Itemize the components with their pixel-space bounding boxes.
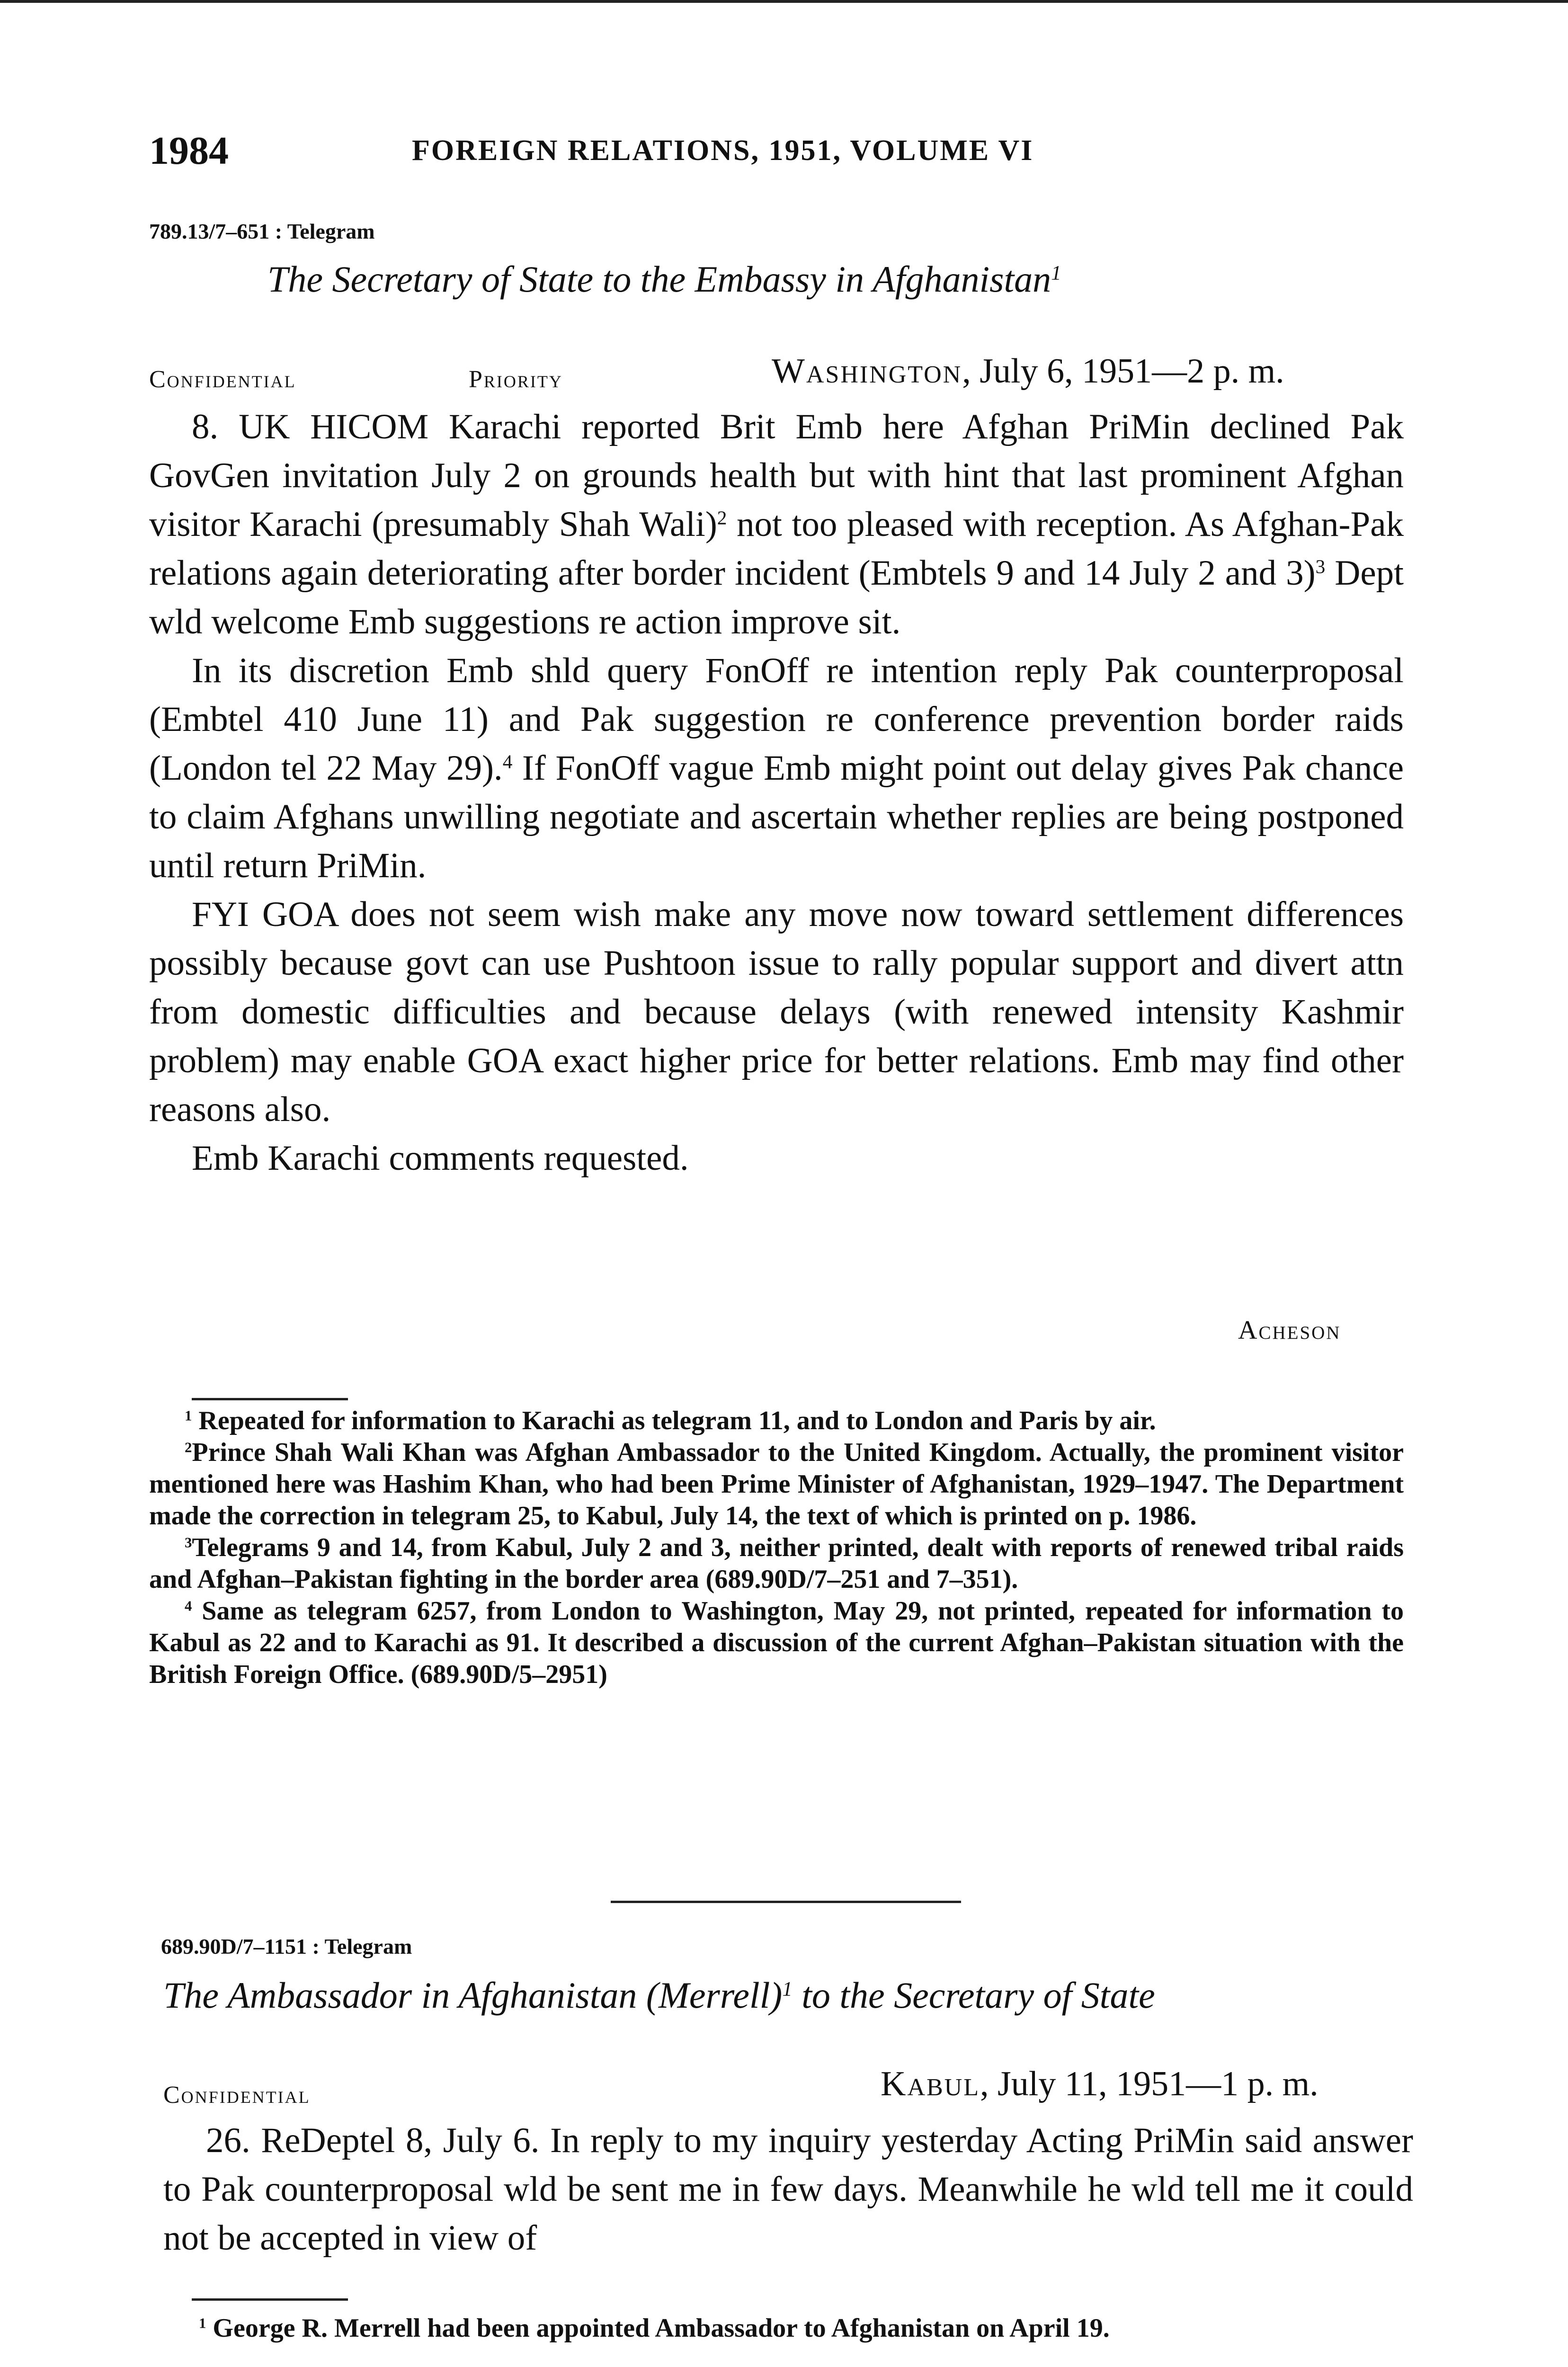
doc2-dateline-date: , July 11, 1951—1 p. m. — [980, 2064, 1319, 2103]
doc1-dateline-place: Washington — [772, 352, 962, 391]
doc1-title — [267, 258, 1061, 301]
doc2-title-footnote-ref: 1 — [782, 1978, 793, 2001]
doc1-paragraph-2: In its discretion Emb shld query FonOff re intention reply Pak counterproposal (Embtel 410 June 11) and Pak suggestion re conference prevention border raids (London tel 22 May 29).$^4$ If FonOff vague Emb might point out delay gives Pak chance to claim Afghans unwilling negotiate and ascertain whether replies are being postponed until return PriMin. — [149, 651, 1404, 885]
running-title: FOREIGN RELATIONS, 1951, VOLUME VI — [412, 134, 1034, 167]
doc2-paragraph-1: 26. ReDeptel 8, July 6. In reply to my inquiry yesterday Acting PriMin said answer to Pak counterproposal wld be sent me in few days. Meanwhile he wld tell me it could not be accepted in view of — [163, 2121, 1413, 2258]
page-number: 1984 — [149, 129, 229, 173]
doc2-dateline-place: Kabul — [881, 2064, 980, 2103]
page-top-border — [0, 0, 1568, 3]
doc1-paragraph-1: 8. UK HICOM Karachi reported Brit Emb here Afghan PriMin declined Pak GovGen invitation July 2 on grounds health but with hint that last prominent Afghan visitor Karachi (presumably Shah Wali)$^2$ not too pleased with reception. As Afghan-Pak relations again deteriorating after border incident (Embtels 9 and 14 July 2 and 3)$^3$ Dept wld welcome Emb suggestions re action improve sit. — [149, 407, 1404, 641]
footnote-ref: 3 — [1315, 555, 1326, 578]
doc1-title-footnote-ref: 1 — [1051, 262, 1061, 285]
footnote-ref: 4 — [502, 750, 513, 773]
doc1-dateline-date: , July 6, 1951—2 p. m. — [962, 352, 1284, 391]
doc1-body — [149, 402, 1404, 1183]
document-separator — [611, 1901, 961, 1903]
footnote-ref: 2 — [717, 507, 727, 529]
doc2-file-id: 689.90D/7–1151 : Telegram — [161, 1934, 412, 1958]
footnote-divider — [192, 2298, 348, 2301]
doc1-dateline — [772, 351, 1284, 392]
doc2-title-text: The Ambassador in Afghanistan (Merrell) — [163, 1975, 783, 2016]
doc2-body — [163, 2116, 1413, 2262]
doc2-title: The Ambassador in Afghanistan (Merrell)$^1$ to the Secretary of State — [163, 1975, 1155, 2016]
doc1-signature: Acheson — [1238, 1316, 1341, 1345]
footnote: $^3$Telegrams 9 and 14, from Kabul, July 2 and 3, neither printed, dealt with reports of renewed tribal raids and Afghan–Pakistan fighting in the border area (689.90D/7–251 and 7–351). — [149, 1533, 1404, 1594]
doc1-paragraph-3: FYI GOA does not seem wish make any move now toward settlement differences possibly because govt can use Pushtoon issue to rally popular support and divert attn from domestic difficulties and because delays (with renewed intensity Kashmir problem) may enable GOA exact higher price for better relations. Emb may find other reasons also. — [149, 895, 1404, 1129]
doc1-paragraph-4: Emb Karachi comments requested. — [192, 1139, 689, 1178]
footnote: $^1$ George R. Merrell had been appointed Ambassador to Afghanistan on April 19. — [199, 2314, 1110, 2343]
doc1-title-text: The Secretary of State to the Embassy in Afghanistan — [267, 258, 1051, 300]
doc2-dateline — [881, 2064, 1319, 2104]
doc2-classification: Confidential — [163, 2082, 311, 2109]
doc1-classification: Confidential — [149, 366, 296, 393]
footnote-divider — [192, 1398, 348, 1400]
doc1-precedence: Priority — [469, 366, 563, 393]
footnote: $^4$ Same as telegram 6257, from London to Washington, May 29, not printed, repeated for information to Kabul as 22 and to Karachi as 91. It described a discussion of the current Afghan–Pakistan situation with the British Foreign Office. (689.90D/5–2951) — [149, 1596, 1404, 1689]
footnote: $^2$Prince Shah Wali Khan was Afghan Ambassador to the United Kingdom. Actually, the prominent visitor mentioned here was Hashim Khan, who had been Prime Minister of Afghanistan, 1929–1947. The Department made the correction in telegram 25, to Kabul, July 14, the text of which is printed on p. 1986. — [149, 1438, 1404, 1531]
doc1-footnotes — [149, 1405, 1404, 1691]
footnote: $^1$ Repeated for information to Karachi as telegram 11, and to London and Paris by air. — [185, 1406, 1156, 1435]
doc1-file-id: 789.13/7–651 : Telegram — [149, 219, 375, 243]
doc2-footnotes — [163, 2313, 1413, 2344]
